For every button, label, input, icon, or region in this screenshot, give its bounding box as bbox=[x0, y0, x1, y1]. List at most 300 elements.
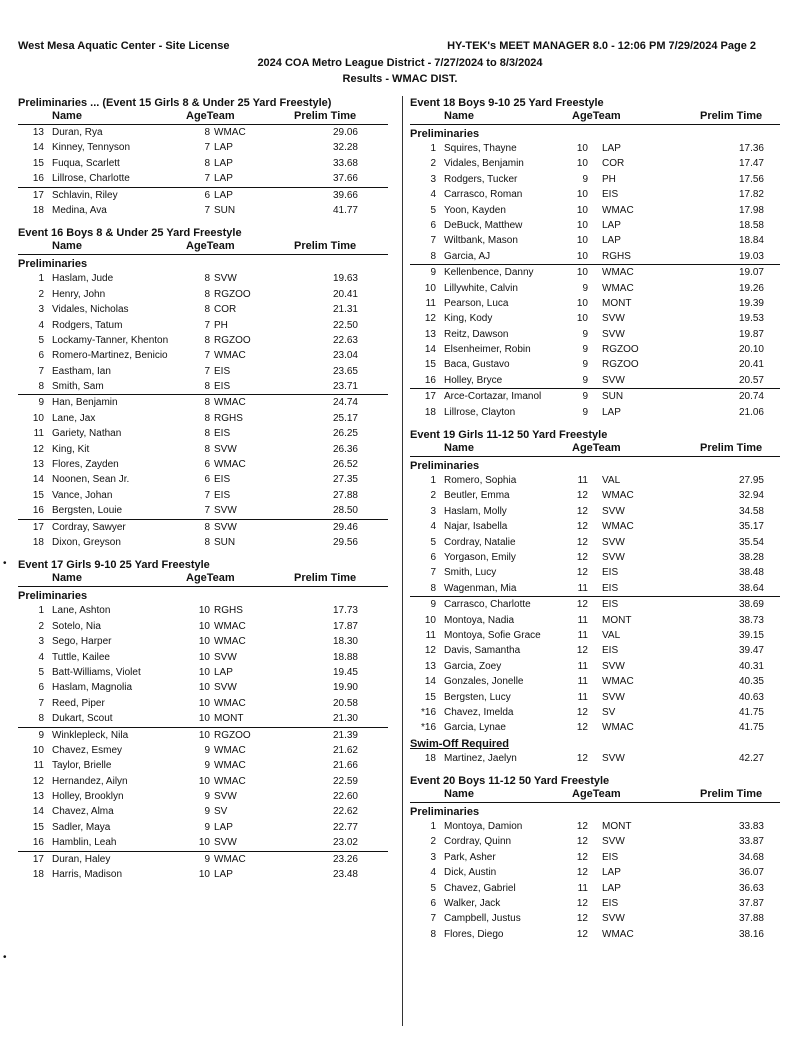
place: 13 bbox=[32, 127, 44, 138]
age: 12 bbox=[576, 645, 588, 657]
prelim-time: 26.25 bbox=[332, 428, 358, 440]
team: EIS bbox=[602, 851, 619, 863]
result-row bbox=[18, 394, 388, 410]
prelim-time: 17.36 bbox=[738, 143, 764, 154]
team: LAP bbox=[602, 867, 621, 879]
result-row bbox=[410, 628, 780, 643]
age: 11 bbox=[577, 582, 588, 594]
age: 11 bbox=[577, 614, 588, 626]
age: 8 bbox=[204, 397, 210, 409]
age: 8 bbox=[204, 334, 210, 346]
prelim-time: 36.63 bbox=[738, 882, 764, 894]
place: 18 bbox=[32, 204, 44, 216]
prelim-time: 29.46 bbox=[332, 521, 358, 533]
team: RGZOO bbox=[214, 334, 251, 346]
swimmer-name: Haslam, Magnolia bbox=[52, 682, 133, 694]
result-row bbox=[18, 727, 388, 743]
age: 9 bbox=[582, 173, 588, 185]
place: 6 bbox=[38, 682, 44, 694]
swimmer-name: Fuqua, Scarlett bbox=[52, 157, 120, 169]
age: 9 bbox=[204, 791, 210, 803]
event-title: Event 19 Girls 11-12 50 Yard Freestyle bbox=[410, 429, 608, 442]
age: 12 bbox=[576, 599, 588, 611]
place: 8 bbox=[430, 582, 436, 594]
time-header: Prelim Time bbox=[294, 110, 357, 122]
place: *16 bbox=[420, 706, 436, 718]
age: 11 bbox=[577, 882, 588, 894]
place: 16 bbox=[32, 505, 44, 517]
place: 10 bbox=[424, 614, 436, 626]
age: 7 bbox=[204, 350, 210, 362]
team: WMAC bbox=[602, 490, 634, 502]
prelim-time: 27.88 bbox=[332, 489, 358, 501]
place: 15 bbox=[32, 157, 44, 169]
result-row bbox=[410, 834, 780, 849]
age: 12 bbox=[576, 821, 588, 833]
place: 12 bbox=[32, 443, 44, 455]
place: 16 bbox=[32, 173, 44, 185]
age: 10 bbox=[198, 682, 210, 694]
age: 10 bbox=[198, 651, 210, 663]
prelim-time: 22.59 bbox=[332, 775, 358, 787]
result-row bbox=[410, 927, 780, 942]
age: 10 bbox=[576, 313, 588, 325]
team: EIS bbox=[602, 582, 619, 594]
prelim-time: 21.06 bbox=[738, 406, 764, 418]
result-row bbox=[18, 302, 388, 317]
prelim-time: 36.07 bbox=[738, 867, 764, 879]
swimmer-name: Romero, Sophia bbox=[444, 475, 517, 487]
result-row bbox=[410, 690, 780, 705]
swimmer-name: Haslam, Jude bbox=[52, 273, 114, 285]
age: 10 bbox=[198, 620, 210, 632]
place: 10 bbox=[32, 744, 44, 756]
swimmer-name: Harris, Madison bbox=[52, 869, 123, 881]
team: SV bbox=[602, 706, 616, 718]
result-row bbox=[410, 203, 780, 218]
team: PH bbox=[214, 319, 228, 331]
age: 7 bbox=[204, 319, 210, 331]
result-row bbox=[410, 850, 780, 865]
age: 8 bbox=[204, 157, 210, 169]
swimmer-name: Sego, Harper bbox=[52, 636, 112, 648]
column-headers bbox=[410, 110, 780, 125]
swimmer-name: Yorgason, Emily bbox=[444, 551, 516, 563]
column-headers bbox=[410, 442, 780, 457]
result-row bbox=[410, 141, 780, 156]
age: 12 bbox=[576, 836, 588, 848]
place: 4 bbox=[38, 319, 44, 331]
age: 9 bbox=[204, 821, 210, 833]
place: 10 bbox=[32, 412, 44, 424]
result-row bbox=[410, 172, 780, 187]
swimmer-name: Reed, Piper bbox=[52, 697, 105, 709]
age: 12 bbox=[576, 867, 588, 879]
prelim-time: 19.87 bbox=[738, 328, 764, 340]
team: WMAC bbox=[602, 676, 634, 688]
name-header: Name bbox=[444, 442, 474, 455]
result-row bbox=[18, 364, 388, 379]
age: 7 bbox=[204, 204, 210, 216]
swimmer-name: Henry, John bbox=[52, 288, 106, 300]
place: 7 bbox=[38, 697, 44, 709]
swimmer-name: Taylor, Brielle bbox=[52, 760, 112, 772]
left-column bbox=[18, 88, 388, 882]
age: 12 bbox=[576, 913, 588, 925]
team: WMAC bbox=[602, 204, 634, 216]
prelim-time: 33.83 bbox=[738, 821, 764, 833]
team: WMAC bbox=[214, 127, 246, 138]
swimmer-name: Vidales, Nicholas bbox=[52, 304, 129, 316]
age: 6 bbox=[204, 189, 210, 201]
team: RGZOO bbox=[214, 288, 251, 300]
age: 11 bbox=[577, 660, 588, 672]
result-row bbox=[410, 720, 780, 735]
prelim-time: 22.50 bbox=[332, 319, 358, 331]
place: 4 bbox=[430, 521, 436, 533]
place: 3 bbox=[430, 173, 436, 185]
result-row bbox=[18, 867, 388, 882]
swimmer-name: Duran, Haley bbox=[52, 853, 111, 865]
swimmer-name: Haslam, Molly bbox=[444, 505, 507, 517]
name-header: Name bbox=[444, 110, 474, 122]
swimmer-name: Dick, Austin bbox=[444, 867, 497, 879]
result-row bbox=[410, 342, 780, 357]
result-row bbox=[18, 650, 388, 665]
swimmer-name: Squires, Thayne bbox=[444, 143, 517, 154]
place: 17 bbox=[424, 391, 436, 403]
prelim-time: 19.07 bbox=[738, 267, 764, 279]
team: WMAC bbox=[602, 722, 634, 734]
prelim-time: 38.28 bbox=[738, 551, 764, 563]
prelim-time: 18.30 bbox=[332, 636, 358, 648]
prelim-time: 18.88 bbox=[332, 651, 358, 663]
age: 11 bbox=[577, 629, 588, 641]
team: EIS bbox=[214, 474, 231, 486]
age: 8 bbox=[204, 412, 210, 424]
team: SVW bbox=[602, 328, 625, 340]
results-title: Results - WMAC DIST. bbox=[342, 73, 458, 85]
team: LAP bbox=[602, 406, 621, 418]
result-row bbox=[410, 659, 780, 674]
place: 6 bbox=[430, 219, 436, 231]
swimmer-name: Yoon, Kayden bbox=[444, 204, 506, 216]
team: SVW bbox=[602, 660, 625, 672]
age: 10 bbox=[576, 189, 588, 201]
age: 9 bbox=[204, 744, 210, 756]
prelim-time: 37.88 bbox=[738, 913, 764, 925]
age: 8 bbox=[204, 127, 210, 138]
age: 10 bbox=[198, 837, 210, 849]
margin-dot: • bbox=[3, 952, 7, 963]
name-header: Name bbox=[52, 572, 82, 585]
swimmer-name: Smith, Sam bbox=[52, 381, 104, 393]
swimmer-name: Sotelo, Nia bbox=[52, 620, 101, 632]
place: 10 bbox=[424, 282, 436, 294]
prelim-time: 33.68 bbox=[332, 157, 358, 169]
prelim-time: 17.73 bbox=[332, 605, 358, 617]
age: 12 bbox=[576, 752, 588, 764]
swimmer-name: Lillywhite, Calvin bbox=[444, 282, 518, 294]
age: 9 bbox=[204, 760, 210, 772]
age: 7 bbox=[204, 505, 210, 517]
swimmer-name: Lane, Ashton bbox=[52, 605, 111, 617]
team: RGZOO bbox=[602, 344, 639, 356]
place: 1 bbox=[430, 475, 436, 487]
age: 10 bbox=[198, 666, 210, 678]
swimmer-name: Tuttle, Kailee bbox=[52, 651, 110, 663]
swimmer-name: Holley, Brooklyn bbox=[52, 791, 124, 803]
swimmer-name: Elsenheimer, Robin bbox=[444, 344, 531, 356]
swimmer-name: DeBuck, Matthew bbox=[444, 219, 523, 231]
prelim-time: 21.31 bbox=[332, 304, 358, 316]
place: 18 bbox=[32, 869, 44, 881]
swimmer-name: Rodgers, Tucker bbox=[444, 173, 518, 185]
place: 3 bbox=[38, 304, 44, 316]
right-column bbox=[410, 88, 780, 942]
result-row bbox=[410, 218, 780, 233]
swimmer-name: Reitz, Dawson bbox=[444, 328, 509, 340]
age: 12 bbox=[576, 851, 588, 863]
team: EIS bbox=[214, 365, 231, 377]
age: 8 bbox=[204, 273, 210, 285]
prelim-time: 29.06 bbox=[332, 127, 358, 138]
prelim-time: 35.54 bbox=[738, 536, 764, 548]
event-block bbox=[410, 428, 780, 766]
time-header: Prelim Time bbox=[294, 240, 357, 253]
prelim-time: 22.63 bbox=[332, 334, 358, 346]
prelim-time: 19.39 bbox=[738, 297, 764, 309]
prelim-time: 18.58 bbox=[738, 219, 764, 231]
result-row bbox=[18, 287, 388, 302]
result-row bbox=[18, 696, 388, 711]
result-row bbox=[18, 680, 388, 695]
swimmer-name: Noonen, Sean Jr. bbox=[52, 474, 130, 486]
place: 16 bbox=[32, 837, 44, 849]
prelim-time: 37.66 bbox=[332, 173, 358, 185]
result-row bbox=[410, 674, 780, 689]
result-row bbox=[410, 373, 780, 388]
team: WMAC bbox=[602, 928, 634, 940]
event-title: Event 18 Boys 9-10 25 Yard Freestyle bbox=[410, 97, 604, 109]
place: 14 bbox=[32, 474, 44, 486]
swimmer-name: Smith, Lucy bbox=[444, 567, 497, 579]
prelim-time: 40.35 bbox=[738, 676, 764, 688]
age: 12 bbox=[576, 722, 588, 734]
prelim-time: 22.77 bbox=[332, 821, 358, 833]
team: WMAC bbox=[214, 697, 246, 709]
team: WMAC bbox=[214, 775, 246, 787]
result-row bbox=[18, 851, 388, 867]
swimmer-name: Flores, Diego bbox=[444, 928, 504, 940]
place: 15 bbox=[32, 489, 44, 501]
result-row bbox=[410, 504, 780, 519]
result-row bbox=[18, 820, 388, 835]
event-title: Event 17 Girls 9-10 25 Yard Freestyle bbox=[18, 559, 210, 572]
age: 12 bbox=[576, 505, 588, 517]
age: 11 bbox=[577, 676, 588, 688]
prelim-time: 23.65 bbox=[332, 365, 358, 377]
event-block bbox=[18, 226, 388, 550]
swimmer-name: Medina, Ava bbox=[52, 204, 107, 216]
result-row bbox=[18, 333, 388, 348]
result-row bbox=[410, 233, 780, 248]
prelim-time: 23.04 bbox=[332, 350, 358, 362]
swimmer-name: Lockamy-Tanner, Khenton bbox=[52, 334, 169, 346]
place: 12 bbox=[32, 775, 44, 787]
team: MONT bbox=[602, 821, 632, 833]
prelim-time: 39.66 bbox=[332, 189, 358, 201]
place: 11 bbox=[425, 629, 436, 641]
ageteam-header: AgeTeam bbox=[572, 110, 621, 122]
prelim-time: 38.73 bbox=[738, 614, 764, 626]
prelim-time: 41.77 bbox=[332, 204, 358, 216]
result-row bbox=[410, 896, 780, 911]
age: 11 bbox=[577, 475, 588, 487]
team: WMAC bbox=[214, 620, 246, 632]
event-block bbox=[410, 96, 780, 420]
result-row bbox=[410, 819, 780, 834]
result-row bbox=[410, 705, 780, 720]
preliminaries-label: Preliminaries bbox=[410, 128, 480, 140]
place: 16 bbox=[424, 374, 436, 386]
team: SUN bbox=[214, 536, 236, 548]
swimmer-name: Arce-Cortazar, Imanol bbox=[444, 391, 542, 403]
age: 7 bbox=[204, 365, 210, 377]
prelim-time: 19.45 bbox=[332, 666, 358, 678]
age: 10 bbox=[198, 605, 210, 617]
meet-title: 2024 COA Metro League District - 7/27/2024 to 8/3/2024 bbox=[257, 57, 543, 69]
result-row bbox=[18, 758, 388, 773]
place: 14 bbox=[32, 142, 44, 154]
team: LAP bbox=[214, 869, 233, 881]
age: 10 bbox=[198, 713, 210, 725]
prelim-time: 26.36 bbox=[332, 443, 358, 455]
place: 3 bbox=[38, 636, 44, 648]
team: WMAC bbox=[602, 267, 634, 279]
prelim-time: 21.30 bbox=[332, 713, 358, 725]
age: 7 bbox=[204, 173, 210, 185]
column-divider bbox=[402, 96, 403, 1026]
prelim-time: 20.57 bbox=[738, 374, 764, 386]
team: SVW bbox=[602, 313, 625, 325]
age: 10 bbox=[198, 869, 210, 881]
swimmer-name: Sadler, Maya bbox=[52, 821, 111, 833]
prelim-time: 24.74 bbox=[332, 397, 358, 409]
place: 7 bbox=[430, 567, 436, 579]
place: 3 bbox=[430, 505, 436, 517]
team: EIS bbox=[214, 489, 231, 501]
place: 15 bbox=[424, 691, 436, 703]
result-row bbox=[410, 911, 780, 926]
prelim-time: 19.63 bbox=[332, 273, 358, 285]
age: 6 bbox=[204, 459, 210, 471]
time-header: Prelim Time bbox=[294, 572, 357, 585]
place: 6 bbox=[430, 898, 436, 910]
swimmer-name: King, Kody bbox=[444, 313, 493, 325]
swimmer-name: Montoya, Nadia bbox=[444, 614, 515, 626]
prelim-time: 39.47 bbox=[738, 645, 764, 657]
result-row bbox=[410, 473, 780, 488]
prelim-time: 27.95 bbox=[738, 475, 764, 487]
prelim-time: 23.02 bbox=[332, 837, 358, 849]
prelim-time: 18.84 bbox=[738, 235, 764, 247]
prelim-time: 37.87 bbox=[738, 898, 764, 910]
team: LAP bbox=[602, 219, 621, 231]
prelim-time: 17.56 bbox=[738, 173, 764, 185]
swimmer-name: Chavez, Alma bbox=[52, 806, 114, 818]
prelim-time: 17.82 bbox=[738, 189, 764, 201]
team: EIS bbox=[602, 599, 619, 611]
age: 11 bbox=[577, 691, 588, 703]
swimmer-name: Carrasco, Charlotte bbox=[444, 599, 531, 611]
age: 12 bbox=[576, 536, 588, 548]
prelim-time: 38.69 bbox=[738, 599, 764, 611]
prelim-time: 21.66 bbox=[332, 760, 358, 772]
team: SVW bbox=[602, 691, 625, 703]
result-row bbox=[18, 348, 388, 363]
prelim-time: 23.48 bbox=[332, 869, 358, 881]
team: WMAC bbox=[214, 853, 246, 865]
prelim-time: 17.47 bbox=[738, 158, 764, 170]
result-row bbox=[410, 535, 780, 550]
result-row bbox=[410, 327, 780, 342]
result-row bbox=[410, 581, 780, 596]
prelim-time: 41.75 bbox=[738, 722, 764, 734]
place: *16 bbox=[420, 722, 436, 734]
result-row bbox=[18, 743, 388, 758]
team: SVW bbox=[602, 752, 625, 764]
team: RGZOO bbox=[602, 359, 639, 371]
preliminaries-label: Preliminaries bbox=[410, 806, 480, 819]
place: 2 bbox=[430, 836, 436, 848]
place: 5 bbox=[430, 536, 436, 548]
prelim-time: 29.56 bbox=[332, 536, 358, 548]
place: 1 bbox=[430, 821, 436, 833]
age: 9 bbox=[582, 374, 588, 386]
prelim-time: 35.17 bbox=[738, 521, 764, 533]
swimmer-name: Winklepleck, Nila bbox=[52, 729, 129, 741]
place: 18 bbox=[424, 752, 436, 764]
swimmer-name: Schlavin, Riley bbox=[52, 189, 118, 201]
ageteam-header: AgeTeam bbox=[186, 110, 235, 122]
team: RGZOO bbox=[214, 729, 251, 741]
swimmer-name: Pearson, Luca bbox=[444, 297, 509, 309]
place: 8 bbox=[430, 250, 436, 262]
prelim-time: 32.94 bbox=[738, 490, 764, 502]
team: LAP bbox=[602, 235, 621, 247]
place: 18 bbox=[424, 406, 436, 418]
preliminaries-label: Preliminaries bbox=[410, 460, 480, 473]
prelim-time: 26.52 bbox=[332, 459, 358, 471]
team: PH bbox=[602, 173, 616, 185]
age: 9 bbox=[204, 853, 210, 865]
prelim-time: 20.41 bbox=[332, 288, 358, 300]
team: EIS bbox=[602, 645, 619, 657]
prelim-time: 33.87 bbox=[738, 836, 764, 848]
age: 7 bbox=[204, 142, 210, 154]
team: COR bbox=[602, 158, 625, 170]
team: WMAC bbox=[214, 760, 246, 772]
team: WMAC bbox=[214, 459, 246, 471]
swimmer-name: Dixon, Greyson bbox=[52, 536, 121, 548]
prelim-time: 38.64 bbox=[738, 582, 764, 594]
prelim-time: 38.16 bbox=[738, 928, 764, 940]
prelim-time: 22.62 bbox=[332, 806, 358, 818]
prelim-time: 40.31 bbox=[738, 660, 764, 672]
team: MONT bbox=[602, 297, 632, 309]
place: 5 bbox=[38, 334, 44, 346]
